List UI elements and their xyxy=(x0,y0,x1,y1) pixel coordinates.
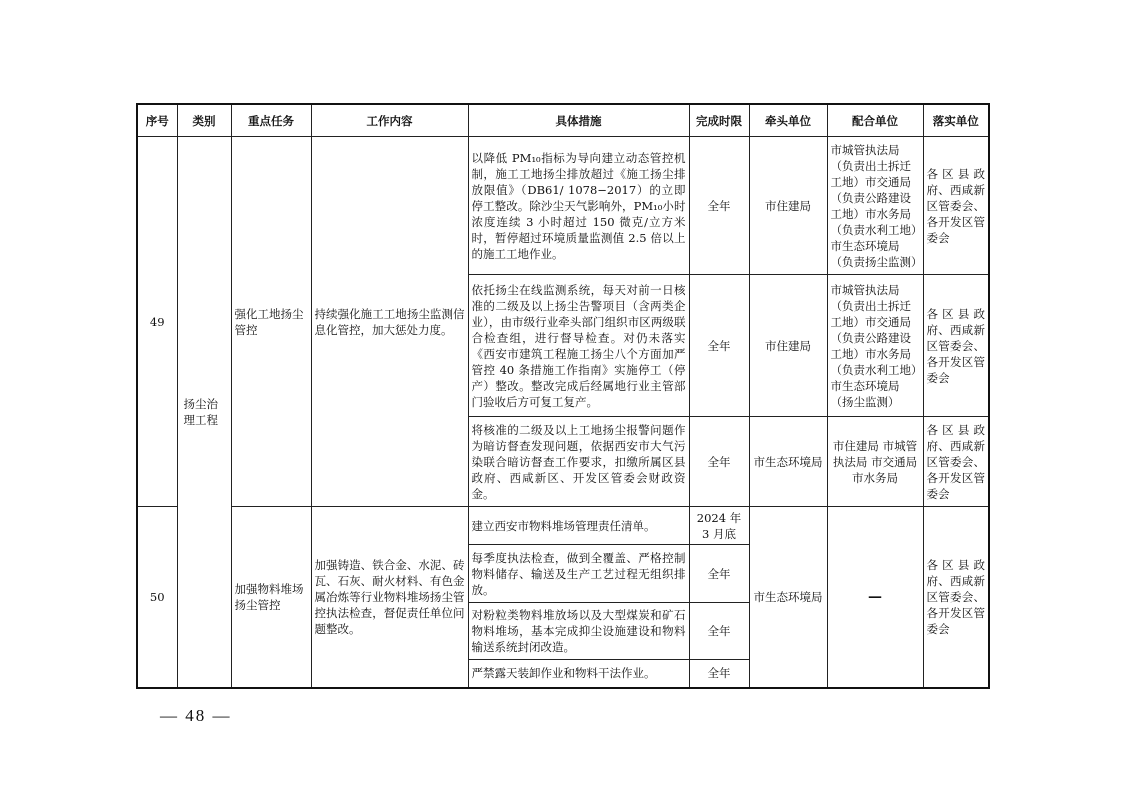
task-cell: 强化工地扬尘管控 xyxy=(231,137,311,507)
lead-cell: 市生态环境局 xyxy=(749,507,827,688)
page-number-value: 48 xyxy=(185,706,207,725)
dash-right: — xyxy=(212,706,232,725)
col-header-deadline: 完成时限 xyxy=(689,104,749,137)
impl-cell: 各区县政府、西咸新区管委会、各开发区管委会 xyxy=(923,137,989,275)
measure-cell: 以降低 PM₁₀指标为导向建立动态管控机制，施工工地扬尘排放超过《施工扬尘排放限值》（DB61/ 1078−2017）的立即停工整改。除沙尘天气影响外，PM₁₀小时浓度连续 3 小时超过 150 微克/立方米时，暂停超过环境质量监测值 2.5 倍以上的施工工地作业。 xyxy=(468,137,689,275)
col-header-content: 工作内容 xyxy=(311,104,468,137)
lead-cell: 市生态环境局 xyxy=(749,417,827,507)
category-label: 扬尘治理工程 xyxy=(183,396,218,427)
col-header-impl: 落实单位 xyxy=(923,104,989,137)
task-cell: 加强物料堆场扬尘管控 xyxy=(231,507,311,688)
deadline-cell: 全年 xyxy=(689,660,749,688)
task-table xyxy=(136,103,990,689)
category-cell xyxy=(177,137,231,688)
col-header-task: 重点任务 xyxy=(231,104,311,137)
measure-cell: 将核准的二级及以上工地扬尘报警问题作为暗访督查发现问题，依据西安市大气污染联合暗访督查工作要求，扣缴所属区县政府、西咸新区、开发区管委会财政资金。 xyxy=(468,417,689,507)
measure-cell: 对粉粒类物料堆放场以及大型煤炭和矿石物料堆场，基本完成抑尘设施建设和物料输送系统封闭改造。 xyxy=(468,603,689,660)
header-row xyxy=(137,104,989,137)
deadline-cell: 全年 xyxy=(689,545,749,603)
col-header-no: 序号 xyxy=(137,104,177,137)
col-header-support: 配合单位 xyxy=(827,104,923,137)
col-header-lead: 牵头单位 xyxy=(749,104,827,137)
item-number: 49 xyxy=(137,137,177,507)
measure-cell: 建立西安市物料堆场管理责任清单。 xyxy=(468,507,689,545)
deadline-cell: 全年 xyxy=(689,137,749,275)
measure-cell: 严禁露天装卸作业和物料干法作业。 xyxy=(468,660,689,688)
impl-cell: 各区县政府、西咸新区管委会、各开发区管委会 xyxy=(923,417,989,507)
support-cell: 市住建局 市城管执法局 市交通局 市水务局 xyxy=(827,417,923,507)
content-cell: 加强铸造、铁合金、水泥、砖瓦、石灰、耐火材料、有色金属冶炼等行业物料堆场扬尘管控执法检查，督促责任单位问题整改。 xyxy=(311,507,468,688)
deadline-cell: 全年 xyxy=(689,275,749,417)
table-row xyxy=(137,507,989,545)
content-cell: 持续强化施工工地扬尘监测信息化管控，加大惩处力度。 xyxy=(311,137,468,507)
support-cell: 市城管执法局（负责出土拆迁工地）市交通局（负责公路建设工地）市水务局（负责水利工地）市生态环境局（扬尘监测） xyxy=(827,275,923,417)
deadline-cell: 全年 xyxy=(689,417,749,507)
page-number xyxy=(160,706,232,726)
deadline-cell: 2024 年 3 月底 xyxy=(689,507,749,545)
deadline-cell: 全年 xyxy=(689,603,749,660)
item-number: 50 xyxy=(137,507,177,688)
table-row xyxy=(137,137,989,275)
col-header-category: 类别 xyxy=(177,104,231,137)
impl-cell: 各区县政府、西咸新区管委会、各开发区管委会 xyxy=(923,275,989,417)
measure-cell: 每季度执法检查，做到全覆盖、严格控制物料储存、输送及生产工艺过程无组织排放。 xyxy=(468,545,689,603)
support-cell: 市城管执法局（负责出土拆迁工地）市交通局（负责公路建设工地）市水务局（负责水利工地）市生态环境局（负责扬尘监测） xyxy=(827,137,923,275)
col-header-measure: 具体措施 xyxy=(468,104,689,137)
support-cell: — xyxy=(827,507,923,688)
impl-cell: 各区县政府、西咸新区管委会、各开发区管委会 xyxy=(923,507,989,688)
lead-cell: 市住建局 xyxy=(749,137,827,275)
lead-cell: 市住建局 xyxy=(749,275,827,417)
measure-cell: 依托扬尘在线监测系统，每天对前一日核准的二级及以上扬尘告警项目（含两类企业），由市级行业牵头部门组织市区两级联合检查组，进行督导检查。对仍未落实《西安市建筑工程施工扬尘八个方面加严管控 40 条措施工作指南》实施停工（停产）整改。整改完成后经属地行业主管部门验收后方可复工复产。 xyxy=(468,275,689,417)
dash-left: — xyxy=(160,706,179,725)
